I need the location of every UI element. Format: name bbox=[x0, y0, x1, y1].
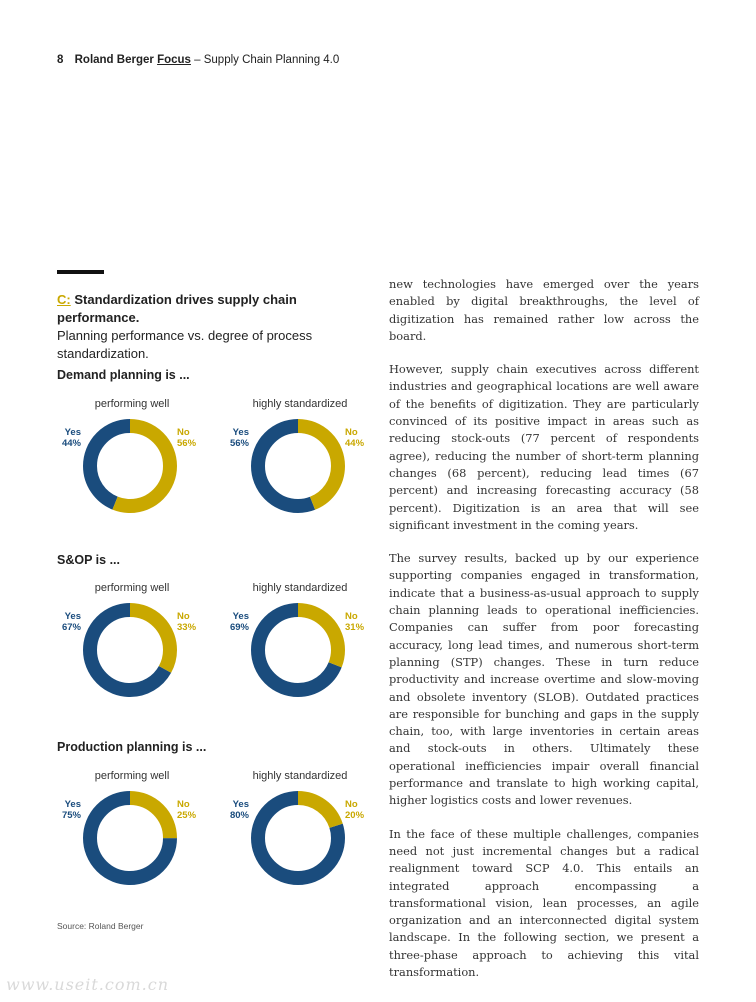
body-paragraph: However, supply chain executives across different industries and geographical locations are well aware of the benefits of digitization. They are particularly convinced of its positive impact in areas such as reducing stock-outs (77 percent of respondents agree), reducing the number of short-term planning changes (68 percent), reducing lead times (67 percent) and increasing forecasting accuracy (58 percent). Digitization is an area that will see significant investment in the coming years. bbox=[389, 362, 699, 532]
donut-chart bbox=[250, 418, 346, 514]
chart-title: performing well bbox=[94, 770, 170, 782]
watermark: www.useit.com.cn bbox=[6, 975, 170, 994]
yes-label: Yes bbox=[64, 427, 81, 438]
series-name: Focus bbox=[157, 54, 191, 66]
donut-chart bbox=[82, 790, 178, 886]
body-paragraph: new technologies have emerged over the years enabled by digital breakthroughs, the level of digitization has remained rather low across the board. bbox=[389, 277, 699, 343]
yes-label: Yes bbox=[64, 611, 81, 622]
no-value: 20% bbox=[345, 810, 365, 821]
page-header bbox=[57, 54, 339, 66]
figure-title bbox=[57, 291, 375, 363]
donut-chart bbox=[250, 602, 346, 698]
chart-title: highly standardized bbox=[252, 770, 348, 782]
chart-title: highly standardized bbox=[252, 582, 348, 594]
no-data-label bbox=[345, 427, 385, 449]
body-paragraph: In the face of these multiple challenges, companies need not just incremental changes but a radical realignment toward SCP 4.0. This entails an integrated approach encompassing a transformational vision, lean processes, an agile organization and an interconnected digital system landscape. In the following section, we present a three-phase approach to achieving this vital transformation. bbox=[389, 826, 699, 979]
no-label: No bbox=[345, 427, 358, 438]
yes-value: 80% bbox=[229, 810, 249, 821]
figure-letter: C: bbox=[57, 292, 71, 307]
yes-data-label bbox=[209, 427, 249, 449]
no-data-label bbox=[345, 799, 385, 821]
no-value: 44% bbox=[345, 438, 365, 449]
no-label: No bbox=[345, 799, 358, 810]
donut-chart bbox=[250, 790, 346, 886]
no-label: No bbox=[177, 427, 190, 438]
yes-value: 69% bbox=[229, 622, 249, 633]
yes-label: Yes bbox=[232, 611, 249, 622]
yes-label: Yes bbox=[232, 427, 249, 438]
chart-title: highly standardized bbox=[252, 398, 348, 410]
page-number: 8 bbox=[57, 54, 64, 66]
donut-chart bbox=[82, 602, 178, 698]
yes-data-label bbox=[41, 427, 81, 449]
figure-rule bbox=[57, 270, 104, 274]
yes-data-label bbox=[209, 799, 249, 821]
section-heading-sop: S&OP is ... bbox=[57, 553, 120, 567]
no-value: 25% bbox=[177, 810, 197, 821]
no-value: 56% bbox=[177, 438, 197, 449]
no-value: 31% bbox=[345, 622, 365, 633]
yes-value: 56% bbox=[229, 438, 249, 449]
no-value: 33% bbox=[177, 622, 197, 633]
no-label: No bbox=[177, 611, 190, 622]
figure-subtitle: Planning performance vs. degree of process standardization. bbox=[57, 328, 313, 361]
yes-data-label bbox=[209, 611, 249, 633]
body-text bbox=[389, 276, 699, 997]
yes-label: Yes bbox=[64, 799, 81, 810]
brand-name: Roland Berger bbox=[74, 54, 154, 66]
figure-source: Source: Roland Berger bbox=[57, 921, 144, 931]
yes-value: 75% bbox=[61, 810, 81, 821]
figure-title-bold: Standardization drives supply chain performance. bbox=[57, 292, 297, 325]
yes-label: Yes bbox=[232, 799, 249, 810]
section-heading-demand: Demand planning is ... bbox=[57, 368, 190, 382]
body-paragraph: The survey results, backed up by our experience supporting companies engaged in transformation, indicate that a business-as-usual approach to supply chain planning leads to operational inefficiencies. Companies can suffer from poor forecasting accuracy, long lead times, and numerous short-term planning (STP) changes. These in turn reduce productivity and increase overtime and slow-moving and obsolete inventory (SLOB). Outdated practices are responsible for bunching and gaps in the supply chain, too, with large inventories in certain areas and stock-outs in others. Ultimately these operational inefficiencies impair overall financial performance and translate to high working capital, higher logistics costs and lower revenues. bbox=[389, 551, 699, 808]
yes-value: 44% bbox=[61, 438, 81, 449]
no-label: No bbox=[345, 611, 358, 622]
no-data-label bbox=[345, 611, 385, 633]
chart-title: performing well bbox=[94, 398, 170, 410]
donut-chart bbox=[82, 418, 178, 514]
no-label: No bbox=[177, 799, 190, 810]
chart-title: performing well bbox=[94, 582, 170, 594]
section-heading-production: Production planning is ... bbox=[57, 740, 207, 754]
document-title: – Supply Chain Planning 4.0 bbox=[194, 54, 340, 66]
yes-value: 67% bbox=[61, 622, 81, 633]
yes-data-label bbox=[41, 799, 81, 821]
yes-data-label bbox=[41, 611, 81, 633]
